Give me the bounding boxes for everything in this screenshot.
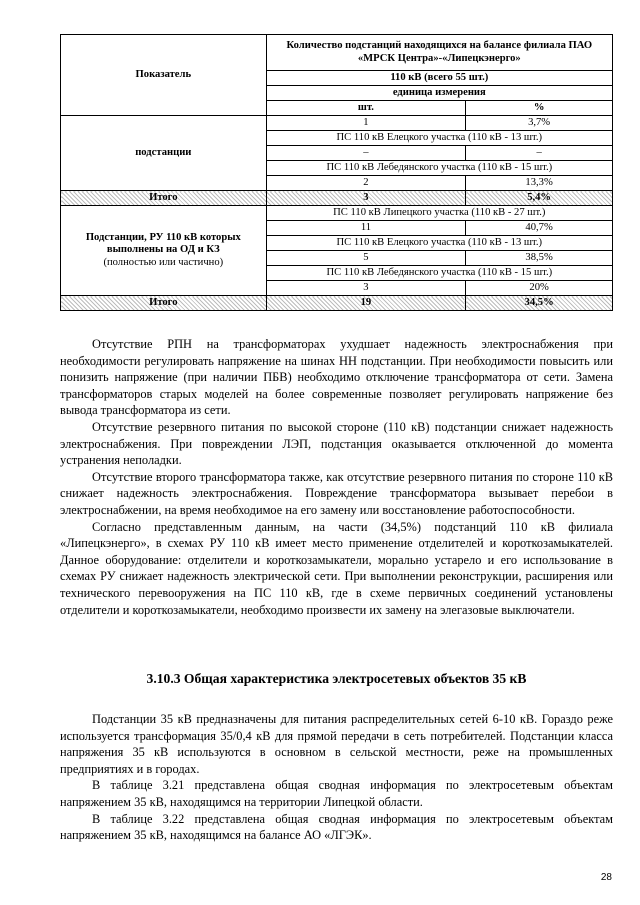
header-title: Количество подстанций находящихся на балансе филиала ПАО «МРСК Центра»-«Липецкэнерго» — [266, 35, 612, 71]
paragraph: Отсутствие второго трансформатора также, как отсутствие резервного питания по стороне 110 кВ снижает надежность электроснабжения. Повреждение трансформатора вызывает перебои в электроснабжении, на время необходимое на его замену или восстановление работоспособности. — [60, 469, 613, 517]
table-cell: 5 — [266, 251, 466, 266]
table-cell: – — [266, 146, 466, 161]
table-cell: 3,7% — [466, 116, 613, 131]
table-cell: 40,7% — [466, 221, 613, 236]
total-label: Итого — [61, 191, 267, 206]
table-cell: 3 — [266, 281, 466, 296]
total-pcs: 19 — [266, 296, 466, 311]
table-cell: – — [466, 146, 613, 161]
paragraph: Отсутствие резервного питания по высокой стороне (110 кВ) подстанции снижает надежность электроснабжения. При повреждении ЛЭП, подстанция оказывается отключенной до момента устранения неполадки. — [60, 419, 613, 468]
paragraph: Отсутствие РПН на трансформаторах ухудшает надежность электроснабжения при необходимости регулировать напряжение на шинах НН подстанции. При необходимости повысить или понизить напряжение (при наличии ПБВ) необходимо отключение трансформатора от сети. Замена трансформаторов старых моделей на более современные позволяет регулировать напряжение без вывода трансформатора из сети. — [60, 337, 613, 418]
group-row: ПС 110 кВ Лебедянского участка (110 кВ - 15 шт.) — [266, 266, 612, 281]
header-indicator: Показатель — [61, 35, 267, 116]
group-row: ПС 110 кВ Лебедянского участка (110 кВ - 15 шт.) — [266, 161, 612, 176]
header-col-pcs: шт. — [266, 101, 466, 116]
header-unit: единица измерения — [266, 86, 612, 101]
page-number: 28 — [600, 872, 612, 883]
header-voltage: 110 кВ (всего 55 шт.) — [266, 71, 612, 86]
body-text-block-1 — [60, 336, 613, 618]
table-cell: 20% — [466, 281, 613, 296]
paragraph: Согласно представленным данным, на части (34,5%) подстанций 110 кВ филиала «Липецкэнерго», в схемах РУ 110 кВ имеет место применение отделителей и короткозамыкателей. Данное оборудование: отделители и короткозамыкатели, морально устарело и его использование в схемах РУ снижает надежность электрической сети. При выполнении реконструкции, расширения или технического перевооружения на ПС 110 кВ, где в схеме первичных соединений установлены отделители и короткозамыкатели, необходимо произвести их замену на элегазовые выключатели. — [60, 519, 613, 617]
total-pct: 34,5% — [466, 296, 613, 311]
section2-label-note: (полностью или частично) — [103, 256, 224, 268]
section1-label: подстанции — [61, 116, 267, 191]
paragraph: Подстанции 35 кВ предназначены для питания распределительных сетей 6-10 кВ. Гораздо реже используется трансформация 35/0,4 кВ для прямой передачи в сеть потребителей. Подстанции класса напряжения 35 кВ используются в основном в сельской местности, реже на промышленных предприятиях и в городах. — [60, 712, 613, 776]
group-row: ПС 110 кВ Елецкого участка (110 кВ - 13 шт.) — [266, 236, 612, 251]
total-pcs: 3 — [266, 191, 466, 206]
section-heading: 3.10.3 Общая характеристика электросетевых объектов 35 кВ — [146, 671, 527, 686]
total-pct: 5,4% — [466, 191, 613, 206]
group-row: ПС 110 кВ Елецкого участка (110 кВ - 13 шт.) — [266, 131, 612, 146]
group-row: ПС 110 кВ Липецкого участка (110 кВ - 27 шт.) — [266, 206, 612, 221]
table-cell: 2 — [266, 176, 466, 191]
section2-label-bold: Подстанции, РУ 110 кВ которых выполнены на ОД и КЗ — [85, 232, 241, 256]
header-col-pct: % — [466, 101, 613, 116]
body-text-block-2 — [60, 711, 613, 844]
substations-table — [60, 34, 613, 311]
paragraph: В таблице 3.21 представлена общая сводная информация по электросетевым объектам напряжением 35 кВ, находящимся на территории Липецкой области. — [60, 778, 613, 809]
table-cell: 1 — [266, 116, 466, 131]
paragraph: В таблице 3.22 представлена общая сводная информация по электросетевым объектам напряжением 35 кВ, находящимся на балансе АО «ЛГЭК». — [60, 811, 613, 843]
table-cell: 13,3% — [466, 176, 613, 191]
table-cell: 38,5% — [466, 251, 613, 266]
total-row — [61, 191, 613, 206]
table-cell: 11 — [266, 221, 466, 236]
section2-label — [61, 206, 267, 296]
total-label: Итого — [61, 296, 267, 311]
